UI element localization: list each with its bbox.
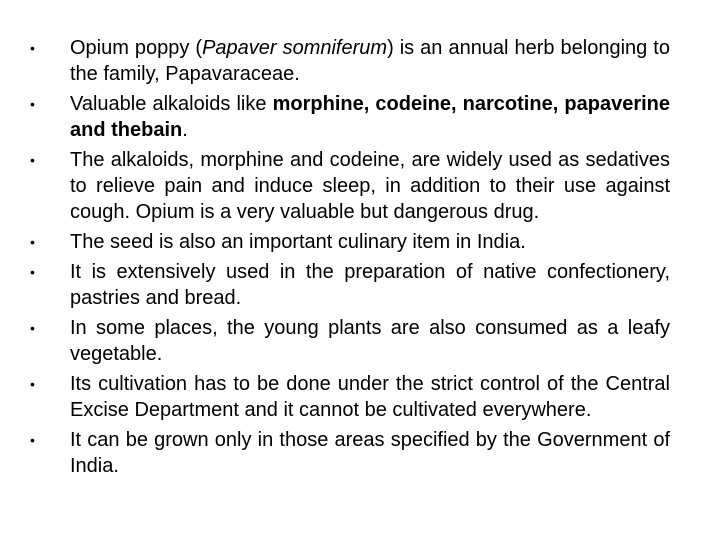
bullet-mark: •: [30, 152, 35, 168]
bullet-mark: •: [30, 96, 35, 112]
bullet-text: The alkaloids, morphine and codeine, are widely used as sedatives to relieve pain and induce sleep, in addition to their use against cough. Opium is a very valuable but dangerous drug.: [70, 149, 670, 223]
bullet-item-sedatives: [30, 147, 670, 225]
bullet-text: Its cultivation has to be done under the strict control of the Central Excise Department and it cannot be cultivated everywhere.: [70, 373, 670, 421]
scientific-name: Papaver somniferum: [202, 37, 388, 59]
alkaloid-names: morphine, codeine, narcotine, papaverine and thebain: [70, 93, 671, 141]
bullet-text: .: [182, 119, 188, 141]
bullet-text: It can be grown only in those areas specified by the Government of India.: [70, 429, 670, 477]
bullet-item-opium-poppy: [30, 35, 670, 87]
bullet-text: ) is an annual herb belonging to the family, Papavaraceae.: [70, 37, 670, 85]
bullet-mark: •: [30, 376, 35, 392]
bullet-item-confectionery: [30, 259, 670, 311]
bullet-mark: •: [30, 320, 35, 336]
bullet-item-leafy-vegetable: [30, 315, 670, 367]
bullet-list: [30, 35, 670, 483]
bullet-item-specified-areas: [30, 427, 670, 479]
bullet-mark: •: [30, 40, 35, 56]
bullet-text: The seed is also an important culinary item in India.: [70, 231, 526, 253]
bullet-mark: •: [30, 234, 35, 250]
bullet-text: In some places, the young plants are also consumed as a leafy vegetable.: [70, 317, 670, 365]
bullet-item-culinary-seed: [30, 229, 670, 255]
bullet-mark: •: [30, 264, 35, 280]
bullet-text: Valuable alkaloids like: [70, 93, 273, 115]
bullet-item-alkaloids: [30, 91, 670, 143]
bullet-item-excise-control: [30, 371, 670, 423]
bullet-text: Opium poppy (: [70, 37, 203, 59]
bullet-text: It is extensively used in the preparation of native confectionery, pastries and bread.: [70, 261, 670, 309]
bullet-mark: •: [30, 432, 35, 448]
